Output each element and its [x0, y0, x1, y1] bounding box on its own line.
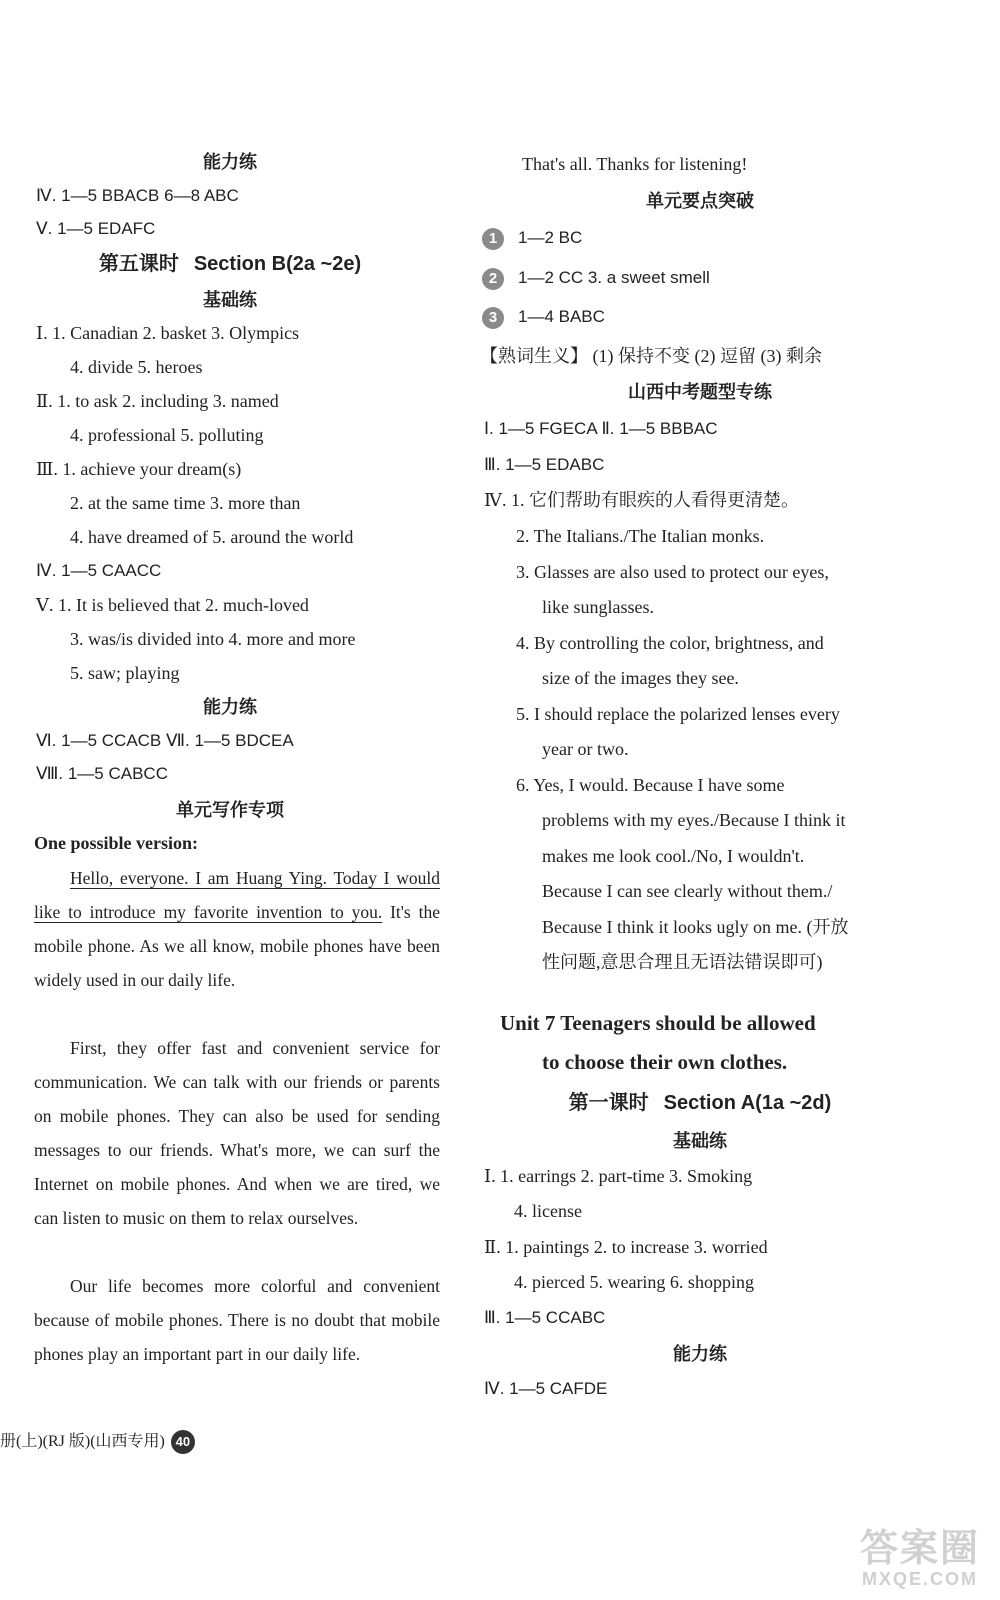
- familiar-words-line: 【熟词生义】 (1) 保持不变 (2) 逗留 (3) 剩余: [480, 346, 822, 366]
- key-point-row: [482, 226, 582, 250]
- essay-paragraph: [34, 861, 440, 997]
- paragraph-text: It's the mobile phone. As we all know, mobile phones have been widely used in our daily life.: [34, 902, 440, 990]
- heading-nengli: 能力练: [203, 697, 257, 717]
- unit-title: Unit 7 Teenagers should be allowed: [500, 1011, 816, 1035]
- lesson-heading: [0, 252, 460, 276]
- essay-paragraph: Our life becomes more colorful and convenient because of mobile phones. There is no doubt that mobile phones play an important part in our daily life.: [34, 1276, 440, 1364]
- number-badge: 3: [482, 307, 504, 329]
- answer-line: Ⅳ. 1. 它们帮助有眼疾的人看得更清楚。: [484, 490, 799, 510]
- answer-line: 6. Yes, I would. Because I have some: [516, 775, 785, 795]
- heading-jichu: 基础练: [203, 290, 257, 310]
- closing-line: That's all. Thanks for listening!: [522, 154, 748, 174]
- answer-line: 5. I should replace the polarized lenses every: [516, 704, 840, 724]
- lesson-label: 第一课时: [568, 1092, 649, 1114]
- answer-line: Ⅲ. 1. achieve your dream(s): [36, 459, 242, 479]
- lesson-heading: [480, 1091, 920, 1115]
- page-number: 40: [171, 1430, 195, 1454]
- watermark-site: MXQE.COM: [861, 1569, 978, 1589]
- answer-line: 4. professional 5. polluting: [70, 425, 264, 445]
- answer-line: Because I think it looks ugly on me. (开放: [542, 917, 849, 937]
- heading-key-points: 单元要点突破: [646, 191, 754, 211]
- answer-line: 4. license: [514, 1201, 582, 1221]
- book-info: 册(上)(RJ 版)(山西专用): [0, 1433, 165, 1450]
- answer-line: Ⅰ. 1. Canadian 2. basket 3. Olympics: [36, 323, 300, 343]
- answer-line: Ⅴ. 1. It is believed that 2. much-loved: [36, 595, 309, 615]
- answer-line: makes me look cool./No, I wouldn't.: [542, 846, 805, 866]
- answer-line: Ⅷ. 1—5 CABCC: [36, 764, 168, 783]
- answer-line: 3. Glasses are also used to protect our eyes,: [516, 562, 829, 582]
- answer-line: 3. was/is divided into 4. more and more: [70, 629, 356, 649]
- key-point-row: [482, 305, 605, 329]
- answer-line: Ⅴ. 1—5 EDAFC: [36, 219, 156, 238]
- answer-line: 4. have dreamed of 5. around the world: [70, 527, 354, 547]
- answer-line: 4. By controlling the color, brightness, and: [516, 633, 824, 653]
- heading-shanxi: 山西中考题型专练: [628, 382, 772, 402]
- answer-line: Ⅵ. 1—5 CCACB Ⅶ. 1—5 BDCEA: [36, 731, 294, 750]
- answer-text: 1—2 CC 3. a sweet smell: [518, 268, 710, 287]
- section-label: Section A(1a ~2d): [663, 1092, 832, 1114]
- answer-line: Ⅱ. 1. to ask 2. including 3. named: [36, 391, 279, 411]
- answer-text: 1—4 BABC: [518, 307, 605, 326]
- answer-line: Ⅳ. 1—5 BBACB 6—8 ABC: [36, 186, 239, 205]
- answer-line: problems with my eyes./Because I think it: [542, 810, 846, 830]
- lesson-label: 第五课时: [98, 253, 179, 275]
- answer-line: Ⅰ. 1—5 FGECA Ⅱ. 1—5 BBBAC: [484, 419, 718, 438]
- heading-nengli: 能力练: [673, 1344, 727, 1364]
- answer-line: 4. pierced 5. wearing 6. shopping: [514, 1272, 754, 1292]
- answer-line: 2. The Italians./The Italian monks.: [516, 526, 765, 546]
- answer-line: 4. divide 5. heroes: [70, 357, 203, 377]
- key-point-row: [482, 266, 710, 290]
- heading-jichu: 基础练: [673, 1131, 727, 1151]
- number-badge: 2: [482, 268, 504, 290]
- essay-paragraph: First, they offer fast and convenient service for communication. We can talk with our friends or parents on mobile phones. They can also be used for sending messages to our friends. What's more, we can surf the Internet on mobile phones. And when we are tired, we can listen to music on them to relax ourselves.: [34, 1038, 440, 1228]
- answer-line: like sunglasses.: [542, 597, 654, 617]
- answer-text: 1—2 BC: [518, 228, 583, 247]
- answer-line: Ⅲ. 1—5 EDABC: [484, 455, 605, 474]
- answer-line: Because I can see clearly without them./: [542, 881, 833, 901]
- answer-line: 2. at the same time 3. more than: [70, 493, 301, 513]
- number-badge: 1: [482, 228, 504, 250]
- unit-title: to choose their own clothes.: [542, 1050, 788, 1074]
- version-label: One possible version:: [34, 833, 199, 853]
- answer-line: Ⅳ. 1—5 CAACC: [36, 561, 162, 580]
- answer-line: size of the images they see.: [542, 668, 739, 688]
- watermark-logo: 答案圈: [859, 1528, 980, 1570]
- answer-line: 性问题,意思合理且无语法错误即可): [542, 952, 823, 972]
- page-footer: [0, 1428, 195, 1454]
- answer-line: year or two.: [542, 739, 629, 759]
- answer-line: 5. saw; playing: [70, 663, 180, 683]
- watermark: [860, 1529, 980, 1590]
- underlined-topic-sentence: Hello, everyone. I am Huang Ying. Today I would like to introduce my favorite invention to you.: [34, 868, 440, 922]
- answer-line: Ⅱ. 1. paintings 2. to increase 3. worried: [484, 1237, 768, 1257]
- heading-nengli: 能力练: [203, 152, 257, 172]
- heading-writing: 单元写作专项: [176, 800, 284, 820]
- answer-line: Ⅰ. 1. earrings 2. part-time 3. Smoking: [484, 1166, 753, 1186]
- section-label: Section B(2a ~2e): [193, 253, 362, 275]
- answer-line: Ⅲ. 1—5 CCABC: [484, 1308, 606, 1327]
- answer-line: Ⅳ. 1—5 CAFDE: [484, 1379, 608, 1398]
